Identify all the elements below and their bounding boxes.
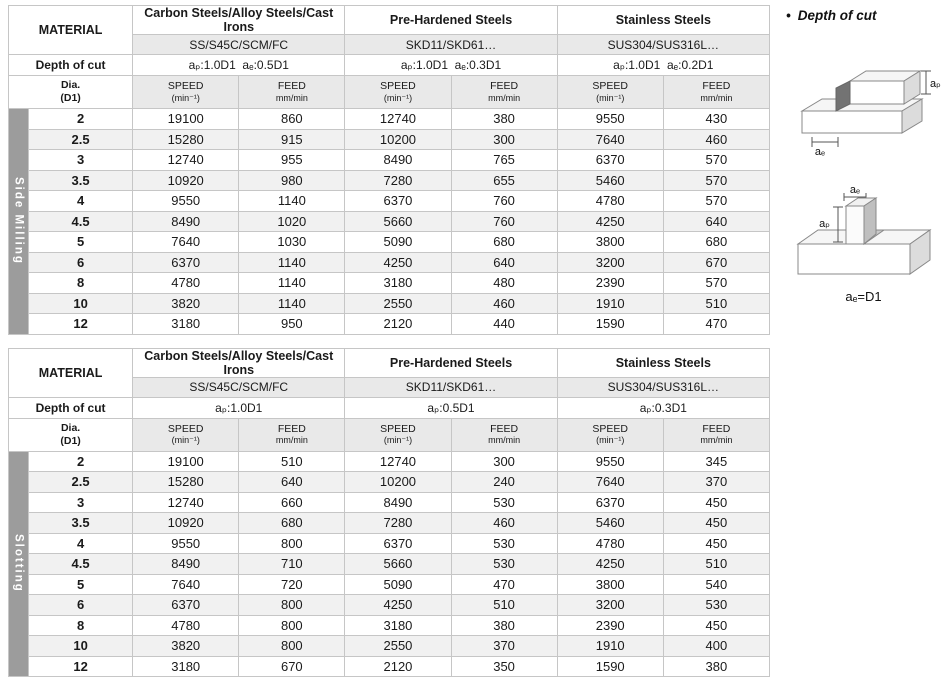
feed-value: 450 — [663, 615, 769, 636]
feed-value: 680 — [239, 513, 345, 534]
feed-value: 480 — [451, 273, 557, 294]
feed-value: 470 — [663, 314, 769, 335]
feed-value: 440 — [451, 314, 557, 335]
dia-value: 8 — [29, 273, 133, 294]
dia-sub-label: (D1) — [60, 434, 81, 447]
ap-label: aₚ — [930, 78, 941, 90]
speed-value: 15280 — [133, 472, 239, 493]
speed-value: 3200 — [557, 252, 663, 273]
feed-value: 345 — [663, 451, 769, 472]
table-row — [9, 273, 770, 294]
dia-value: 4 — [29, 191, 133, 212]
feed-value: 300 — [451, 129, 557, 150]
speed-value: 10920 — [133, 170, 239, 191]
speed-value: 3800 — [557, 232, 663, 253]
feed-value: 955 — [239, 150, 345, 171]
depth-value-carbon: aₚ:1.0D1 — [133, 397, 345, 418]
speed-value: 9550 — [133, 191, 239, 212]
speed-value: 12740 — [345, 109, 451, 130]
speed-value: 7280 — [345, 170, 451, 191]
dia-value: 10 — [29, 636, 133, 657]
group-codes-stainless: SUS304/SUS316L… — [557, 35, 769, 55]
dia-value: 3.5 — [29, 170, 133, 191]
material-group-row — [9, 6, 770, 35]
speed-value: 4250 — [345, 595, 451, 616]
feed-value: 240 — [451, 472, 557, 493]
speed-value: 9550 — [133, 533, 239, 554]
feed-value: 370 — [451, 636, 557, 657]
dia-header — [9, 76, 133, 109]
speed-value: 2550 — [345, 293, 451, 314]
speed-value: 5090 — [345, 232, 451, 253]
speed-value: 7640 — [133, 574, 239, 595]
feed-value: 430 — [663, 109, 769, 130]
table-row — [9, 615, 770, 636]
table-row — [9, 472, 770, 493]
side-milling-depth-diagram — [792, 49, 941, 162]
table-row — [9, 513, 770, 534]
feed-value: 980 — [239, 170, 345, 191]
group-name-carbon: Carbon Steels/Alloy Steels/Cast Irons — [133, 6, 345, 35]
dia-label: Dia. — [60, 421, 81, 434]
feed-header: FEED mm/min — [239, 76, 345, 109]
feed-value: 1140 — [239, 252, 345, 273]
speed-header: SPEED (min⁻¹) — [345, 76, 451, 109]
feed-value: 370 — [663, 472, 769, 493]
speed-value: 3200 — [557, 595, 663, 616]
speed-value: 7640 — [557, 129, 663, 150]
feed-value: 570 — [663, 273, 769, 294]
column-header-row — [9, 418, 770, 451]
material-group-row — [9, 348, 770, 377]
feed-header: FEED mm/min — [239, 418, 345, 451]
feed-value: 800 — [239, 595, 345, 616]
speed-value: 8490 — [133, 211, 239, 232]
feed-value: 680 — [663, 232, 769, 253]
feed-value: 380 — [451, 109, 557, 130]
dia-value: 2 — [29, 451, 133, 472]
ap-label: aₚ — [819, 218, 830, 230]
dia-value: 3 — [29, 492, 133, 513]
dia-value: 2.5 — [29, 472, 133, 493]
speed-value: 4250 — [557, 211, 663, 232]
speed-value: 8490 — [345, 150, 451, 171]
group-name-prehardened: Pre-Hardened Steels — [345, 6, 557, 35]
feed-value: 670 — [663, 252, 769, 273]
group-codes-carbon: SS/S45C/SCM/FC — [133, 377, 345, 397]
table-row — [9, 533, 770, 554]
dia-value: 5 — [29, 232, 133, 253]
feed-value: 1140 — [239, 191, 345, 212]
speed-value: 1590 — [557, 656, 663, 677]
feed-value: 510 — [239, 451, 345, 472]
speed-value: 4250 — [345, 252, 451, 273]
speed-value: 5660 — [345, 211, 451, 232]
table-row — [9, 109, 770, 130]
dia-value: 2.5 — [29, 129, 133, 150]
speed-value: 19100 — [133, 451, 239, 472]
feed-header: FEED mm/min — [451, 76, 557, 109]
feed-value: 660 — [239, 492, 345, 513]
speed-value: 9550 — [557, 451, 663, 472]
table-row — [9, 170, 770, 191]
ae-label: aₑ — [849, 184, 861, 196]
feed-value: 300 — [451, 451, 557, 472]
speed-value: 5090 — [345, 574, 451, 595]
speed-value: 2390 — [557, 615, 663, 636]
feed-value: 765 — [451, 150, 557, 171]
dia-value: 12 — [29, 314, 133, 335]
speed-value: 8490 — [345, 492, 451, 513]
table-row — [9, 574, 770, 595]
dia-value: 2 — [29, 109, 133, 130]
feed-value: 510 — [663, 293, 769, 314]
dia-value: 3.5 — [29, 513, 133, 534]
feed-value: 800 — [239, 533, 345, 554]
depth-of-cut-label: Depth of cut — [9, 55, 133, 76]
dia-value: 10 — [29, 293, 133, 314]
table-row — [9, 232, 770, 253]
speed-value: 7640 — [557, 472, 663, 493]
dia-value: 8 — [29, 615, 133, 636]
speed-value: 9550 — [557, 109, 663, 130]
speed-header: SPEED (min⁻¹) — [557, 418, 663, 451]
speed-value: 1910 — [557, 636, 663, 657]
table-row — [9, 554, 770, 575]
speed-value: 5660 — [345, 554, 451, 575]
speed-value: 6370 — [557, 150, 663, 171]
ae-label: aₑ — [814, 146, 826, 157]
speed-value: 6370 — [345, 191, 451, 212]
slot-diagram-caption: aₑ=D1 — [845, 289, 882, 304]
group-codes-stainless: SUS304/SUS316L… — [557, 377, 769, 397]
feed-value: 450 — [663, 533, 769, 554]
cutting-conditions-tables — [8, 5, 770, 690]
feed-value: 800 — [239, 636, 345, 657]
feed-value: 1140 — [239, 293, 345, 314]
group-codes-prehardened: SKD11/SKD61… — [345, 35, 557, 55]
feed-value: 950 — [239, 314, 345, 335]
dia-value: 12 — [29, 656, 133, 677]
feed-value: 570 — [663, 170, 769, 191]
speed-value: 6370 — [345, 533, 451, 554]
speed-value: 3800 — [557, 574, 663, 595]
feed-value: 640 — [239, 472, 345, 493]
side-milling-diagram-svg — [792, 49, 942, 157]
dia-value: 4.5 — [29, 554, 133, 575]
group-name-prehardened: Pre-Hardened Steels — [345, 348, 557, 377]
feed-header: FEED mm/min — [451, 418, 557, 451]
feed-header: FEED mm/min — [663, 76, 769, 109]
speed-value: 5460 — [557, 513, 663, 534]
feed-value: 720 — [239, 574, 345, 595]
speed-header: SPEED (min⁻¹) — [345, 418, 451, 451]
speed-value: 8490 — [133, 554, 239, 575]
feed-value: 510 — [451, 595, 557, 616]
feed-value: 640 — [663, 211, 769, 232]
depth-value-stainless: aₚ:1.0D1 aₑ:0.2D1 — [557, 55, 769, 76]
speed-value: 4780 — [133, 615, 239, 636]
depth-value-carbon: aₚ:1.0D1 aₑ:0.5D1 — [133, 55, 345, 76]
feed-value: 760 — [451, 211, 557, 232]
feed-header: FEED mm/min — [663, 418, 769, 451]
dia-value: 6 — [29, 595, 133, 616]
dia-value: 4.5 — [29, 211, 133, 232]
section-label: Side Milling — [9, 109, 29, 335]
speed-value: 2550 — [345, 636, 451, 657]
material-header: MATERIAL — [9, 6, 133, 55]
speed-value: 15280 — [133, 129, 239, 150]
speed-value: 10200 — [345, 129, 451, 150]
table-row — [9, 656, 770, 677]
speed-value: 12740 — [133, 150, 239, 171]
table-row — [9, 451, 770, 472]
feed-value: 460 — [663, 129, 769, 150]
table-row — [9, 252, 770, 273]
speed-value: 6370 — [133, 252, 239, 273]
speed-value: 3820 — [133, 636, 239, 657]
speed-value: 2390 — [557, 273, 663, 294]
feed-value: 400 — [663, 636, 769, 657]
speed-value: 2120 — [345, 314, 451, 335]
dia-value: 3 — [29, 150, 133, 171]
table-row — [9, 211, 770, 232]
feed-value: 530 — [451, 533, 557, 554]
depth-of-cut-row — [9, 55, 770, 76]
feed-value: 470 — [451, 574, 557, 595]
feed-value: 380 — [663, 656, 769, 677]
slotting-table — [8, 348, 770, 678]
table-row — [9, 492, 770, 513]
feed-value: 655 — [451, 170, 557, 191]
speed-value: 7280 — [345, 513, 451, 534]
table-row — [9, 129, 770, 150]
feed-value: 540 — [663, 574, 769, 595]
feed-value: 530 — [451, 492, 557, 513]
section-label: Slotting — [9, 451, 29, 677]
depth-of-cut-legend-panel — [786, 8, 941, 304]
speed-value: 3180 — [133, 656, 239, 677]
speed-value: 4250 — [557, 554, 663, 575]
feed-value: 570 — [663, 191, 769, 212]
table-row — [9, 150, 770, 171]
feed-value: 1140 — [239, 273, 345, 294]
speed-header: SPEED (min⁻¹) — [133, 76, 239, 109]
dia-value: 4 — [29, 533, 133, 554]
table-row — [9, 191, 770, 212]
feed-value: 530 — [663, 595, 769, 616]
speed-value: 6370 — [557, 492, 663, 513]
feed-value: 1030 — [239, 232, 345, 253]
speed-value: 4780 — [557, 533, 663, 554]
speed-value: 4780 — [557, 191, 663, 212]
speed-value: 12740 — [133, 492, 239, 513]
dia-label: Dia. — [60, 79, 81, 92]
depth-of-cut-label: Depth of cut — [9, 397, 133, 418]
speed-value: 1590 — [557, 314, 663, 335]
feed-value: 460 — [451, 513, 557, 534]
depth-value-prehardened: aₚ:1.0D1 aₑ:0.3D1 — [345, 55, 557, 76]
feed-value: 760 — [451, 191, 557, 212]
depth-value-prehardened: aₚ:0.5D1 — [345, 397, 557, 418]
speed-value: 3180 — [133, 314, 239, 335]
feed-value: 680 — [451, 232, 557, 253]
group-codes-carbon: SS/S45C/SCM/FC — [133, 35, 345, 55]
feed-value: 640 — [451, 252, 557, 273]
speed-value: 7640 — [133, 232, 239, 253]
side-milling-table — [8, 5, 770, 335]
speed-header: SPEED (min⁻¹) — [133, 418, 239, 451]
dia-sub-label: (D1) — [60, 92, 81, 104]
feed-value: 710 — [239, 554, 345, 575]
feed-value: 350 — [451, 656, 557, 677]
group-name-carbon: Carbon Steels/Alloy Steels/Cast Irons — [133, 348, 345, 377]
group-codes-prehardened: SKD11/SKD61… — [345, 377, 557, 397]
group-name-stainless: Stainless Steels — [557, 348, 769, 377]
speed-value: 3180 — [345, 615, 451, 636]
feed-value: 800 — [239, 615, 345, 636]
depth-of-cut-row — [9, 397, 770, 418]
speed-value: 2120 — [345, 656, 451, 677]
feed-value: 915 — [239, 129, 345, 150]
dia-value: 5 — [29, 574, 133, 595]
legend-title — [786, 8, 941, 23]
feed-value: 450 — [663, 492, 769, 513]
speed-header: SPEED (min⁻¹) — [557, 76, 663, 109]
speed-value: 5460 — [557, 170, 663, 191]
speed-value: 19100 — [133, 109, 239, 130]
feed-value: 860 — [239, 109, 345, 130]
slotting-depth-diagram — [786, 184, 941, 304]
speed-value: 10200 — [345, 472, 451, 493]
speed-value: 3820 — [133, 293, 239, 314]
feed-value: 450 — [663, 513, 769, 534]
table-row — [9, 293, 770, 314]
dia-header — [9, 418, 133, 451]
depth-value-stainless: aₚ:0.3D1 — [557, 397, 769, 418]
dia-value: 6 — [29, 252, 133, 273]
speed-value: 6370 — [133, 595, 239, 616]
speed-value: 1910 — [557, 293, 663, 314]
feed-value: 1020 — [239, 211, 345, 232]
feed-value: 670 — [239, 656, 345, 677]
feed-value: 460 — [451, 293, 557, 314]
bullet-icon: • — [786, 8, 791, 23]
table-row — [9, 595, 770, 616]
speed-value: 10920 — [133, 513, 239, 534]
speed-value: 3180 — [345, 273, 451, 294]
table-row — [9, 636, 770, 657]
feed-value: 510 — [663, 554, 769, 575]
legend-title-text: Depth of cut — [797, 8, 877, 23]
table-row — [9, 314, 770, 335]
material-header: MATERIAL — [9, 348, 133, 397]
feed-value: 570 — [663, 150, 769, 171]
feed-value: 530 — [451, 554, 557, 575]
group-name-stainless: Stainless Steels — [557, 6, 769, 35]
feed-value: 380 — [451, 615, 557, 636]
column-header-row — [9, 76, 770, 109]
speed-value: 12740 — [345, 451, 451, 472]
slotting-diagram-svg — [786, 184, 938, 282]
speed-value: 4780 — [133, 273, 239, 294]
